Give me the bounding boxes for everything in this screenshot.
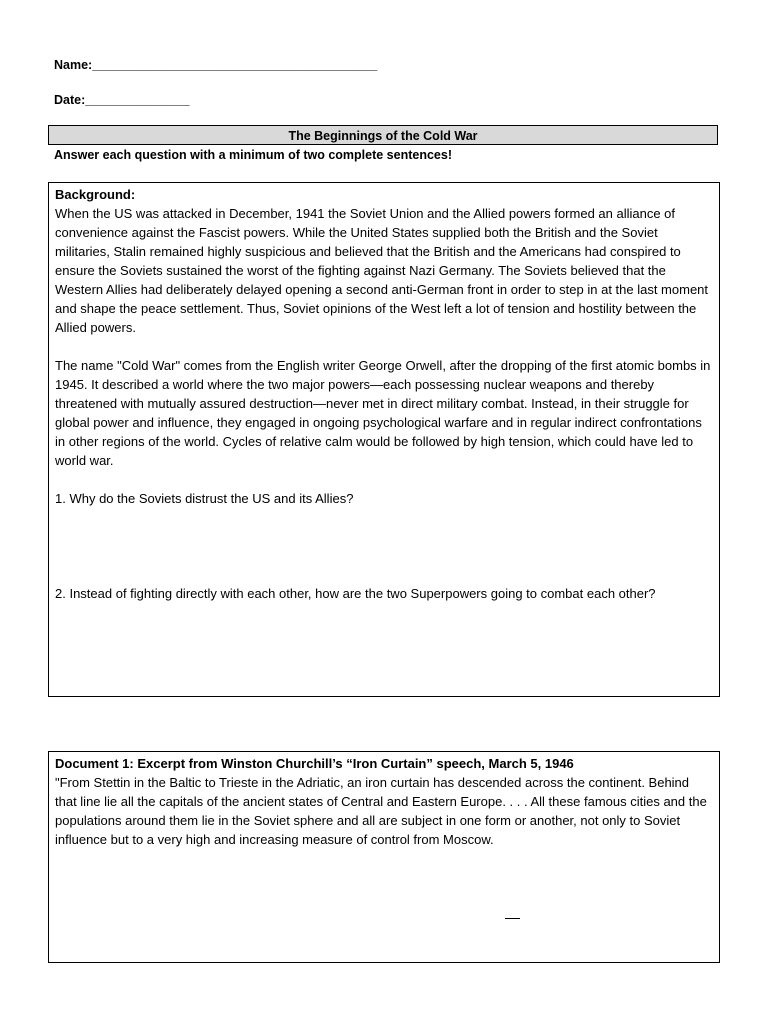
background-box — [48, 182, 720, 697]
date-field[interactable]: Date:_______________ — [54, 93, 190, 107]
document-1-box — [48, 751, 720, 963]
background-paragraph-2: The name "Cold War" comes from the English writer George Orwell, after the dropping of the first atomic bombs in 1945. It described a world where the two major powers—each possessing nuclear weapons and thereby threatened with mutually assured destruction—never met in direct military combat. Instead, in their struggle for global power and influence, they engaged in ongoing psychological warfare and in regular indirect confrontations in other regions of the world. Cycles of relative calm would be followed by high tension, which could have led to world war. — [55, 358, 711, 468]
question-1: 1. Why do the Soviets distrust the US and its Allies? — [55, 491, 354, 506]
background-heading: Background: — [55, 187, 136, 202]
document-1-heading: Document 1: Excerpt from Winston Churchill’s “Iron Curtain” speech, March 5, 1946 — [55, 756, 574, 771]
background-paragraph-1: When the US was attacked in December, 1941 the Soviet Union and the Allied powers formed an alliance of convenience against the Fascist powers. While the United States supplied both the British and the Soviet militaries, Stalin remained highly suspicious and believed that the British and the Americans had conspired to ensure the Soviets sustained the worst of the fighting against Nazi Germany. The Soviets believed that the Western Allies had deliberately delayed opening a second anti-German front in order to step in at the last moment and shape the peace settlement. Thus, Soviet opinions of the West left a lot of tension and hostility between the Allied powers. — [55, 206, 709, 335]
attribution-dash — [505, 918, 520, 919]
question-2: 2. Instead of fighting directly with each other, how are the two Superpowers going to combat each other? — [55, 586, 656, 601]
answer-space-1[interactable] — [55, 508, 713, 584]
worksheet-title: The Beginnings of the Cold War — [48, 125, 718, 145]
document-1-text: "From Stettin in the Baltic to Trieste in the Adriatic, an iron curtain has descended across the continent. Behind that line lie all the capitals of the ancient states of Central and Eastern Europe. . . . All these famous cities and the populations around them lie in the Soviet sphere and all are subject in one form or another, not only to Soviet influence but to a very high and increasing measure of control from Moscow. — [55, 775, 707, 847]
name-field[interactable]: Name:_________________________________________ — [54, 58, 378, 72]
instructions: Answer each question with a minimum of two complete sentences! — [54, 148, 452, 162]
